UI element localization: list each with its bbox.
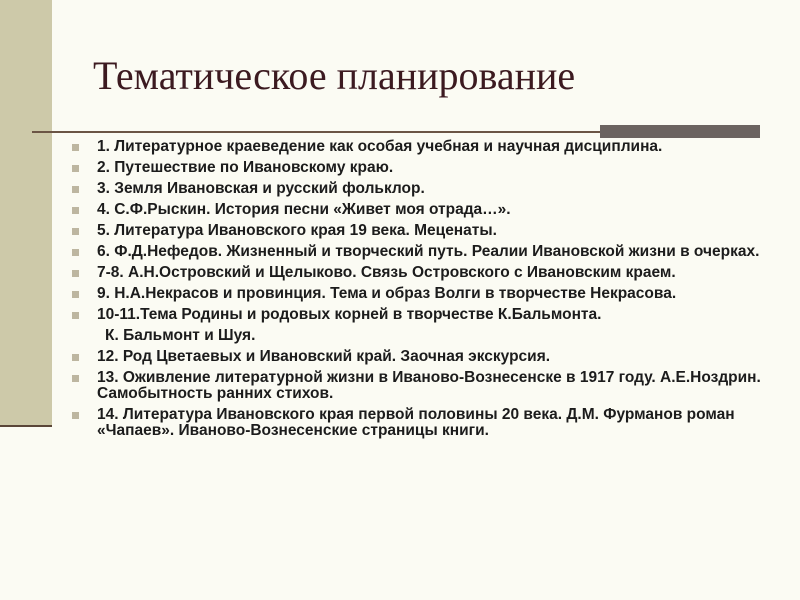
side-band-shadow [0,425,52,427]
square-bullet-icon [72,312,79,319]
list-item-text: 10-11.Тема Родины и родовых корней в творчестве К.Бальмонта. [97,306,602,323]
list-item-text: 4. С.Ф.Рыскин. История песни «Живет моя отрада…». [97,201,511,218]
topic-list [72,139,794,444]
list-item [72,286,794,302]
divider-accent-block [600,125,760,138]
list-item [72,265,794,281]
list-item-text: 2. Путешествие по Ивановскому краю. [97,159,394,176]
square-bullet-icon [72,270,79,277]
list-item [72,244,794,260]
square-bullet-icon [72,207,79,214]
square-bullet-icon [72,412,79,419]
square-bullet-icon [72,375,79,382]
square-bullet-icon [72,228,79,235]
square-bullet-icon [72,291,79,298]
slide-title: Тематическое планирование [93,53,576,98]
list-item [72,223,794,239]
list-item-text: 6. Ф.Д.Нефедов. Жизненный и творческий путь. Реалии Ивановской жизни в очерках. [97,243,760,260]
list-item [72,307,794,323]
list-item-text: 12. Род Цветаевых и Ивановский край. Заочная экскурсия. [97,348,551,365]
square-bullet-icon [72,249,79,256]
list-item-text: 1. Литературное краеведение как особая учебная и научная дисциплина. [97,138,663,155]
list-item [72,181,794,197]
list-item-text: 3. Земля Ивановская и русский фольклор. [97,180,425,197]
list-item-text: К. Бальмонт и Шуя. [105,327,256,344]
square-bullet-icon [72,354,79,361]
title-divider [32,131,602,133]
list-item [72,349,794,365]
list-item-continuation [72,328,794,344]
list-item-text: 7-8. А.Н.Островский и Щелыково. Связь Островского с Ивановским краем. [97,264,676,281]
list-item-text: 5. Литература Ивановского края 19 века. Меценаты. [97,222,497,239]
list-item [72,139,794,155]
list-item [72,160,794,176]
list-item-text: 13. Оживление литературной жизни в Иваново-Вознесенске в 1917 году. А.Е.Ноздрин. Самобытность ранних стихов. [97,369,761,402]
list-item [72,407,794,439]
list-item-text: 14. Литература Ивановского края первой половины 20 века. Д.М. Фурманов роман «Чапаев». Иваново-Вознесенские страницы книги. [97,406,735,439]
square-bullet-icon [72,165,79,172]
square-bullet-icon [72,144,79,151]
side-decor-band [0,0,52,425]
list-item [72,202,794,218]
list-item [72,370,794,402]
square-bullet-icon [72,186,79,193]
list-item-text: 9. Н.А.Некрасов и провинция. Тема и образ Волги в творчестве Некрасова. [97,285,677,302]
